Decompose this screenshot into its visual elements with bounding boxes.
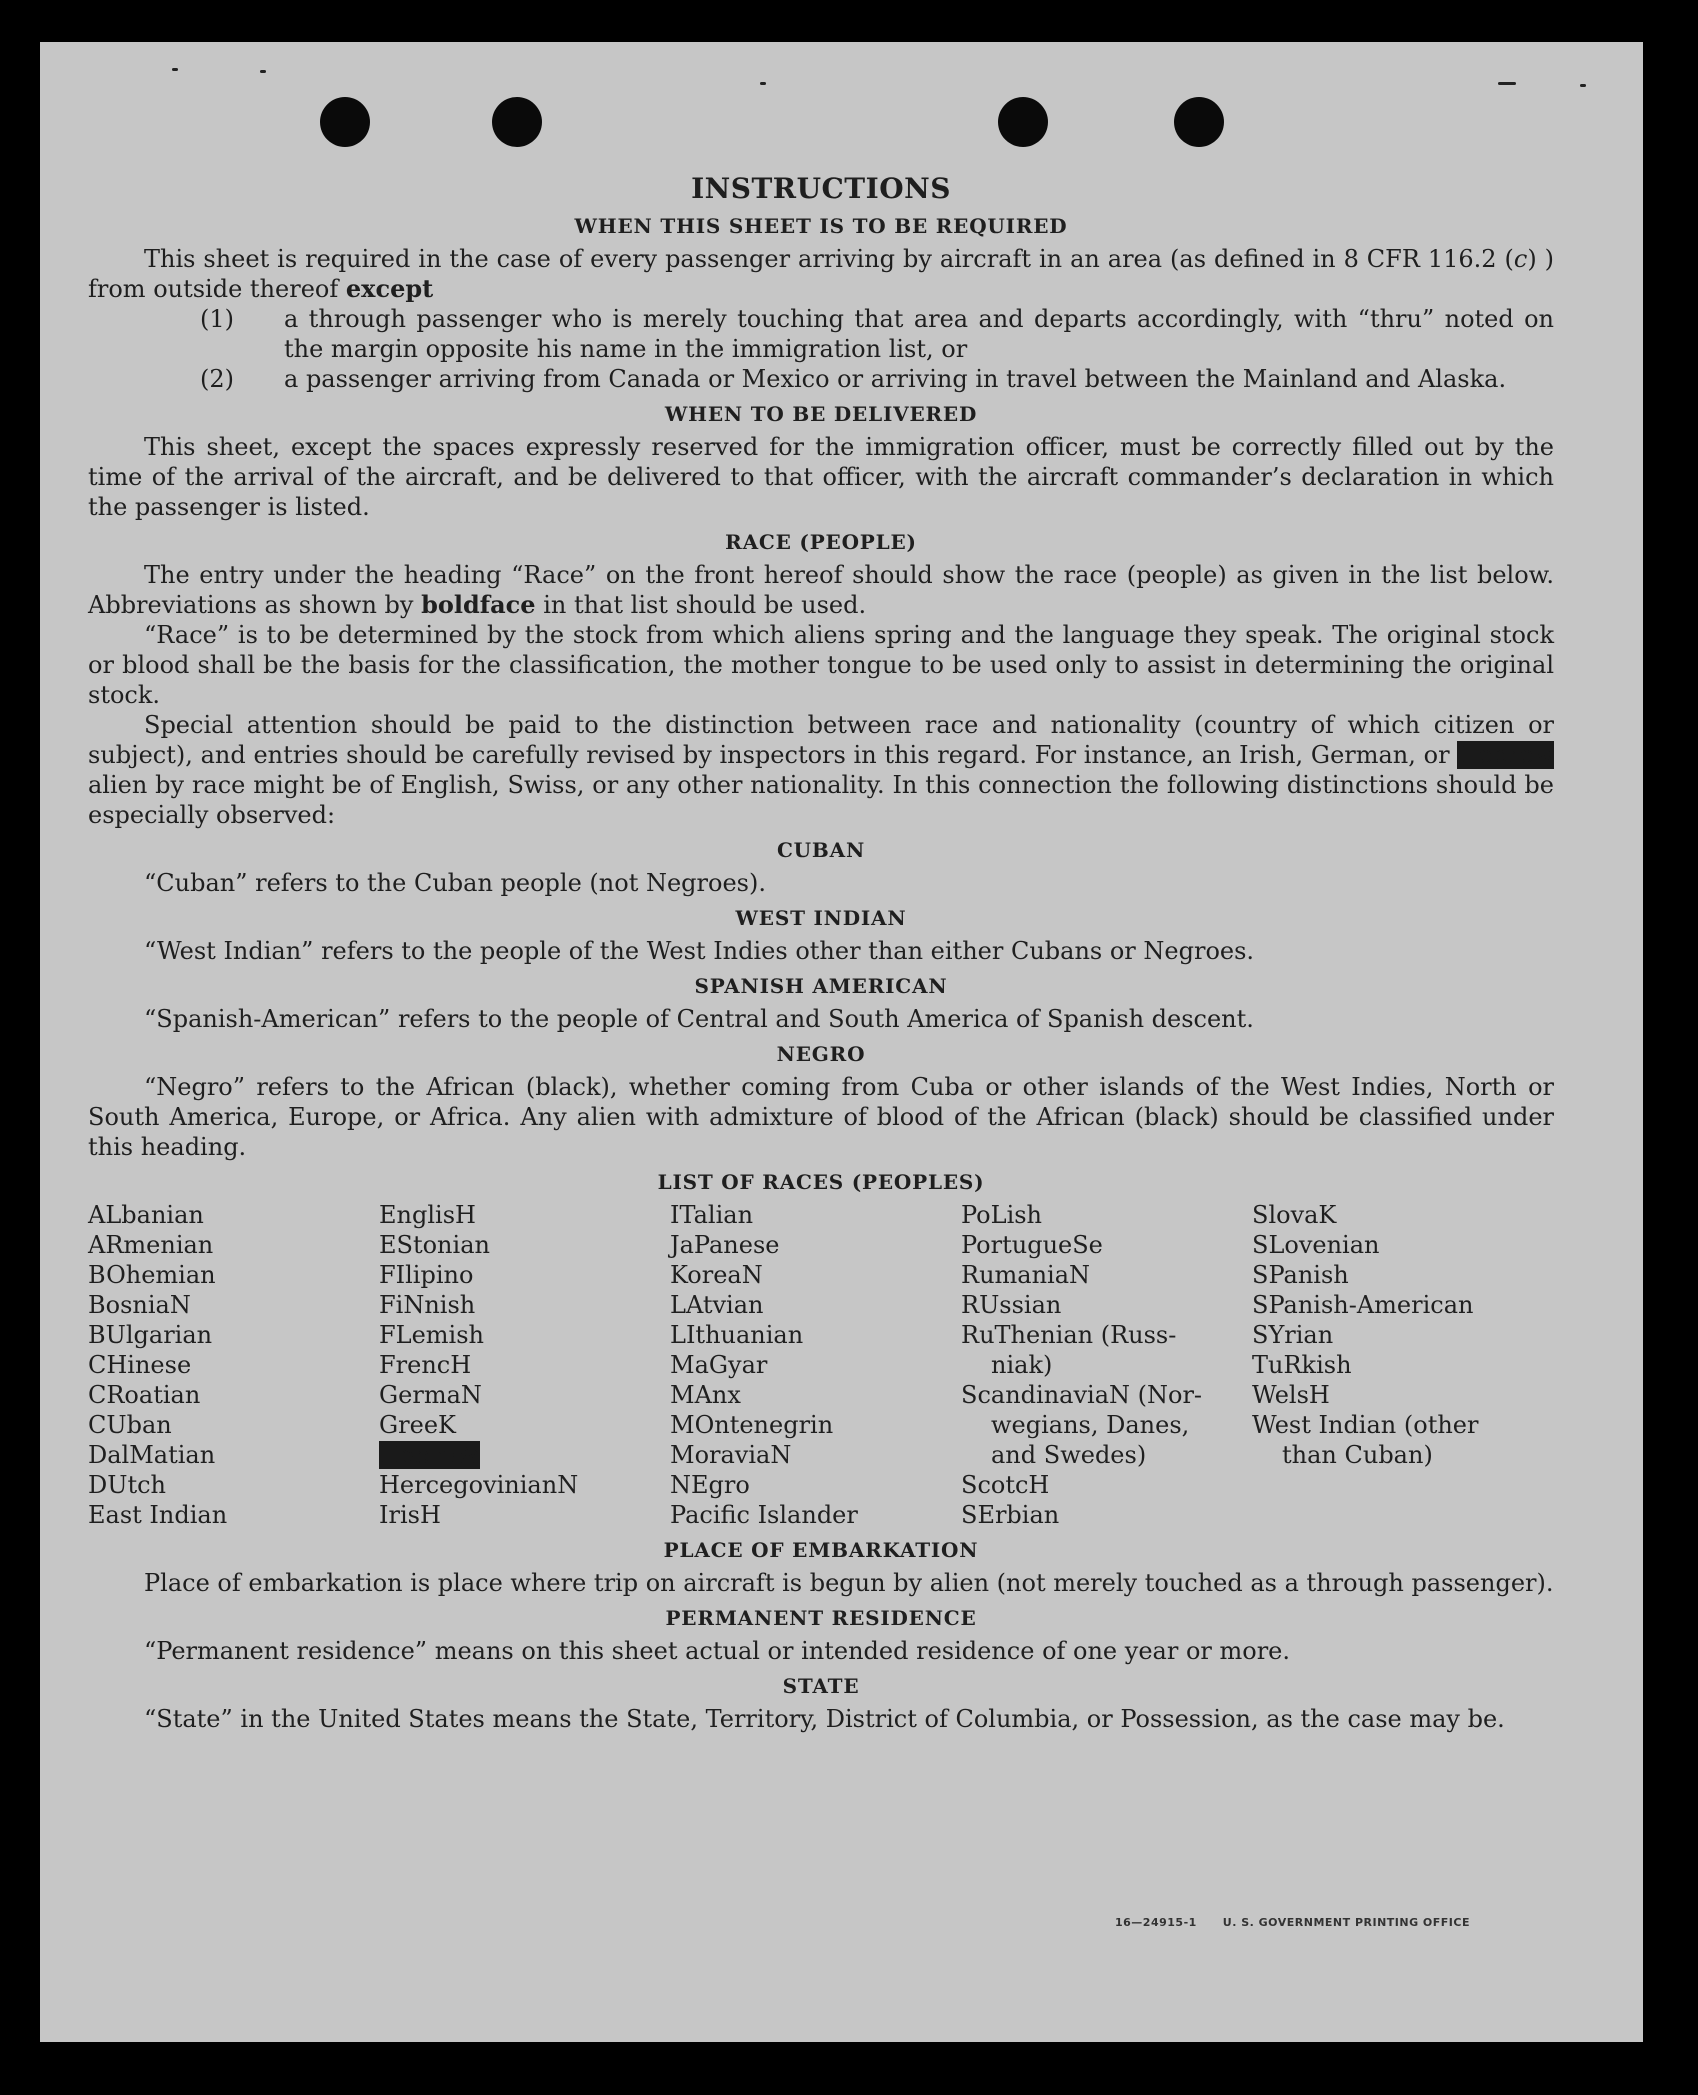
paragraph-west-indian: “West Indian” refers to the people of the West Indies other than either Cubans or Negroes. xyxy=(144,937,1255,965)
form-number: 16—24915-1 xyxy=(1115,1916,1197,1929)
race-entry: RuThenian (Russ- xyxy=(961,1321,1177,1349)
race-entry: EnglisH xyxy=(379,1201,476,1229)
race-entry: FIlipino xyxy=(379,1261,474,1289)
heading-permanent-residence: PERMANENT RESIDENCE xyxy=(665,1606,977,1630)
race-entry: GermaN xyxy=(379,1381,482,1409)
race-entry: DalMatian xyxy=(88,1441,216,1469)
race-entry: HercegovinianN xyxy=(379,1471,579,1499)
punch-hole xyxy=(320,97,370,147)
exception-list xyxy=(88,304,1554,394)
race-entry: MAnx xyxy=(670,1381,741,1409)
heading-cuban: CUBAN xyxy=(776,838,866,862)
races-column xyxy=(1252,1200,1543,1530)
except-emphasis: except xyxy=(345,274,434,303)
heading-state: STATE xyxy=(782,1674,860,1698)
paper-speck xyxy=(1498,82,1516,85)
paper-speck xyxy=(260,70,266,73)
race-entry: WelsH xyxy=(1252,1381,1330,1409)
races-column xyxy=(379,1200,670,1530)
race-entry-continued: than Cuban) xyxy=(1282,1441,1433,1469)
race-entry: SPanish xyxy=(1252,1261,1349,1289)
paragraph-residence: “Permanent residence” means on this sheet actual or intended residence of one year or more. xyxy=(144,1637,1290,1665)
printer-imprint xyxy=(1115,1916,1470,1929)
race-entry: FrencH xyxy=(379,1351,472,1379)
paragraph-race-entry: The entry under the heading “Race” on the front hereof should show the race (people) as given in the list below. Abbreviations as shown by boldface in that list should be used. xyxy=(88,561,1554,619)
paragraph-embarkation: Place of embarkation is place where trip on aircraft is begun by alien (not merely touched as a through passenger). xyxy=(144,1569,1554,1597)
heading-when-required: WHEN THIS SHEET IS TO BE REQUIRED xyxy=(574,214,1068,238)
race-entry: JaPanese xyxy=(670,1231,780,1259)
race-entry-continued: and Swedes) xyxy=(991,1441,1147,1469)
paragraph-negro: “Negro” refers to the African (black), whether coming from Cuba or other islands of the West Indies, North or South America, Europe, or Africa. Any alien with admixture of blood of the African (black) should be classified under this heading. xyxy=(88,1073,1554,1161)
race-entry: Pacific Islander xyxy=(670,1501,858,1529)
race-entry: ALbanian xyxy=(88,1201,204,1229)
race-entry: GreeK xyxy=(379,1411,456,1439)
paragraph-spanish-american: “Spanish-American” refers to the people of Central and South America of Spanish descent. xyxy=(144,1005,1254,1033)
punch-hole xyxy=(1174,97,1224,147)
race-entry: RUssian xyxy=(961,1291,1062,1319)
race-entry: ScotcH xyxy=(961,1471,1050,1499)
race-entry: SLovenian xyxy=(1252,1231,1380,1259)
page-title: INSTRUCTIONS xyxy=(691,172,951,205)
race-entry-struck: HebreW xyxy=(379,1441,480,1469)
paragraph-state: “State” in the United States means the State, Territory, District of Columbia, or Possession, as the case may be. xyxy=(144,1705,1505,1733)
punch-hole xyxy=(492,97,542,147)
paragraph-when-required: This sheet is required in the case of every passenger arriving by aircraft in an area (as defined in 8 CFR 116.2 (c) ) from outside thereof except xyxy=(88,245,1555,303)
heading-spanish-american: SPANISH AMERICAN xyxy=(694,974,948,998)
race-entry: ScandinaviaN (Nor- xyxy=(961,1381,1203,1409)
race-entry: PortugueSe xyxy=(961,1231,1103,1259)
races-column xyxy=(961,1200,1252,1530)
race-entry: ITalian xyxy=(670,1201,754,1229)
race-entry: MaGyar xyxy=(670,1351,768,1379)
race-entry: BosniaN xyxy=(88,1291,191,1319)
race-entry: RumaniaN xyxy=(961,1261,1091,1289)
race-entry-continued: niak) xyxy=(991,1351,1053,1379)
race-entry: DUtch xyxy=(88,1471,167,1499)
document-page xyxy=(40,42,1643,2042)
paragraph-when-delivered: This sheet, except the spaces expressly reserved for the immigration officer, must be correctly filled out by the time of the arrival of the aircraft, and be delivered to that officer, with the aircraft commander’s declaration in which the passenger is listed. xyxy=(88,433,1554,521)
race-entry: FiNnish xyxy=(379,1291,476,1319)
race-entry: PoLish xyxy=(961,1201,1043,1229)
heading-when-delivered: WHEN TO BE DELIVERED xyxy=(664,402,978,426)
heading-race: RACE (PEOPLE) xyxy=(725,530,917,554)
paragraph-race-nationality: Special attention should be paid to the distinction between race and nationality (country of which citizen or subject), and entries should be carefully revised by inspectors in this regard. For instance, an Irish, German, or Hebrew alien by race might be of English, Swiss, or any other nationality. In this connection the following distinctions should be especially observed: xyxy=(88,711,1554,829)
races-column xyxy=(670,1200,961,1530)
heading-negro: NEGRO xyxy=(776,1042,866,1066)
heading-list-of-races: LIST OF RACES (PEOPLES) xyxy=(657,1170,985,1194)
race-entry: TuRkish xyxy=(1252,1351,1352,1379)
race-entry: CUban xyxy=(88,1411,172,1439)
race-entry: IrisH xyxy=(379,1501,441,1529)
punch-hole xyxy=(998,97,1048,147)
race-entry: SYrian xyxy=(1252,1321,1334,1349)
race-entry: KoreaN xyxy=(670,1261,763,1289)
race-entry: MoraviaN xyxy=(670,1441,792,1469)
race-entry: BOhemian xyxy=(88,1261,216,1289)
race-entry: NEgro xyxy=(670,1471,750,1499)
races-column xyxy=(88,1200,379,1530)
race-entry: LIthuanian xyxy=(670,1321,804,1349)
race-entry: BUlgarian xyxy=(88,1321,213,1349)
race-entry: MOntenegrin xyxy=(670,1411,834,1439)
paper-speck xyxy=(1580,84,1586,87)
race-entry: CRoatian xyxy=(88,1381,201,1409)
race-entry: SlovaK xyxy=(1252,1201,1337,1229)
paper-speck xyxy=(172,68,178,71)
race-entry: FLemish xyxy=(379,1321,484,1349)
paragraph-cuban: “Cuban” refers to the Cuban people (not Negroes). xyxy=(144,869,766,897)
paragraph-race-definition: “Race” is to be determined by the stock from which aliens spring and the language they speak. The original stock or blood shall be the basis for the classification, the mother tongue to be used only to assist in determining the original stock. xyxy=(88,621,1554,709)
heading-place-of-embarkation: PLACE OF EMBARKATION xyxy=(663,1538,979,1562)
race-entry-continued: wegians, Danes, xyxy=(991,1411,1190,1439)
heading-west-indian: WEST INDIAN xyxy=(735,906,907,930)
race-entry: SErbian xyxy=(961,1501,1060,1529)
race-entry: East Indian xyxy=(88,1501,228,1529)
race-entry: ARmenian xyxy=(88,1231,214,1259)
struck-out-word: Hebrew xyxy=(1457,741,1554,769)
race-entry: West Indian (other xyxy=(1252,1411,1479,1439)
race-entry: EStonian xyxy=(379,1231,490,1259)
race-entry: CHinese xyxy=(88,1351,192,1379)
printer-name: U. S. GOVERNMENT PRINTING OFFICE xyxy=(1222,1916,1470,1929)
races-list xyxy=(88,1200,1554,1530)
exception-item: (1) a through passenger who is merely touching that area and departs accordingly, with “thru” noted on the margin opposite his name in the immigration list, or xyxy=(200,305,1554,363)
exception-item: (2) a passenger arriving from Canada or Mexico or arriving in travel between the Mainland and Alaska. xyxy=(200,365,1507,393)
instructions-content xyxy=(88,172,1554,1734)
race-entry: LAtvian xyxy=(670,1291,764,1319)
race-entry: SPanish-American xyxy=(1252,1291,1474,1319)
paper-speck xyxy=(760,82,766,85)
